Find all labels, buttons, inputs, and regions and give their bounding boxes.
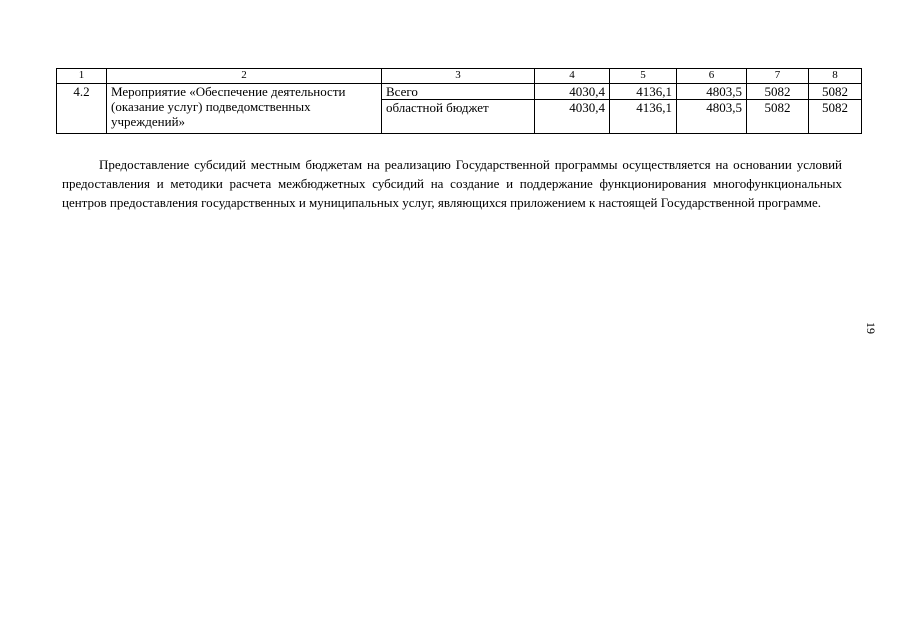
body-paragraph: Предоставление субсидий местным бюджетам на реализацию Государственной программы осуществляется на основании условий предоставления и методики расчета межбюджетных субсидий на создание и поддержание функционирования многофункциональных центров предоставления государственных и муниципальных услуг, являющихся приложением к настоящей Государственной программе. bbox=[62, 157, 842, 210]
value-cell: 4803,5 bbox=[677, 84, 747, 100]
column-header-7: 7 bbox=[747, 69, 809, 84]
value-cell: 4136,1 bbox=[610, 84, 677, 100]
table-row bbox=[57, 84, 862, 100]
column-header-2: 2 bbox=[107, 69, 382, 84]
value-cell: 5082 bbox=[747, 84, 809, 100]
value-cell: 4030,4 bbox=[535, 84, 610, 100]
column-header-5: 5 bbox=[610, 69, 677, 84]
budget-table bbox=[56, 68, 862, 134]
row-name: Мероприятие «Обеспечение деятельности (оказание услуг) подведомственных учреждений» bbox=[107, 84, 382, 134]
page-number: 19 bbox=[864, 322, 878, 334]
value-cell: 4136,1 bbox=[610, 100, 677, 134]
column-header-4: 4 bbox=[535, 69, 610, 84]
value-cell: 4803,5 bbox=[677, 100, 747, 134]
value-cell: 5082 bbox=[809, 100, 862, 134]
column-header-8: 8 bbox=[809, 69, 862, 84]
value-cell: 4030,4 bbox=[535, 100, 610, 134]
column-header-3: 3 bbox=[382, 69, 535, 84]
value-cell: 5082 bbox=[809, 84, 862, 100]
table-header-row bbox=[57, 69, 862, 84]
source-total: Всего bbox=[382, 84, 535, 100]
column-header-6: 6 bbox=[677, 69, 747, 84]
value-cell: 5082 bbox=[747, 100, 809, 134]
source-regional-budget: областной бюджет bbox=[382, 100, 535, 134]
row-code: 4.2 bbox=[57, 84, 107, 134]
column-header-1: 1 bbox=[57, 69, 107, 84]
